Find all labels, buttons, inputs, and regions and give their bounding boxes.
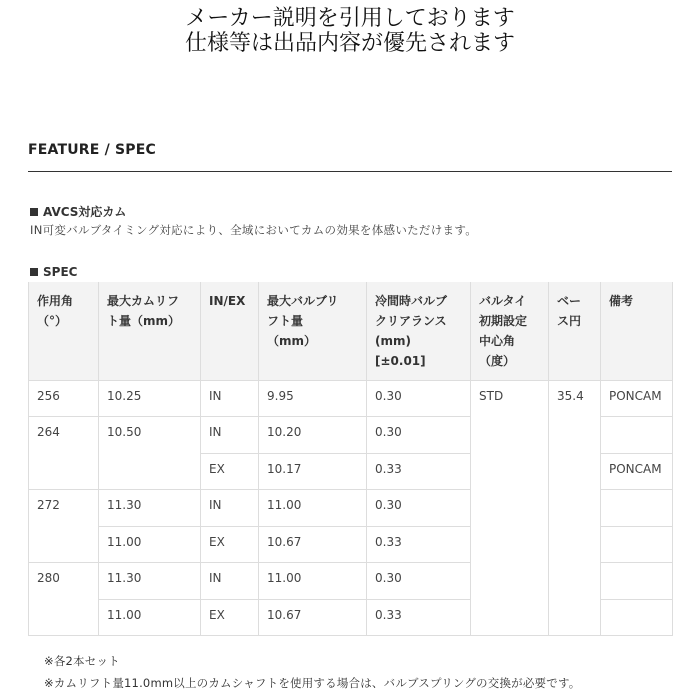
cell-cam-lift: 11.00 — [99, 599, 201, 636]
header-cam-lift: 最大カムリフ ト量（mm） — [99, 282, 201, 380]
cell-angle: 256 — [29, 380, 99, 417]
cell-valve-lift: 10.67 — [259, 599, 367, 636]
notice-line-1: メーカー説明を引用しております — [185, 6, 515, 31]
square-bullet-icon — [30, 268, 38, 276]
table-header-row — [29, 282, 673, 380]
cell-cam-lift: 10.25 — [99, 380, 201, 417]
section-divider — [28, 171, 672, 172]
header-base-circle: ベー ス円 — [549, 282, 601, 380]
cell-clearance: 0.33 — [367, 599, 471, 636]
cell-remarks — [601, 563, 673, 600]
cell-clearance: 0.33 — [367, 526, 471, 563]
cell-cam-lift: 11.30 — [99, 563, 201, 600]
cell-in-ex: IN — [201, 563, 259, 600]
cell-remarks — [601, 526, 673, 563]
header-angle: 作用角 （°） — [29, 282, 99, 380]
cell-timing: STD — [471, 380, 549, 636]
cell-remarks: PONCAM — [601, 453, 673, 490]
square-bullet-icon — [30, 208, 38, 216]
cell-in-ex: EX — [201, 526, 259, 563]
note-set-count: ※各2本セット — [44, 654, 120, 668]
cell-clearance: 0.30 — [367, 563, 471, 600]
cell-angle: 264 — [29, 417, 99, 490]
cell-clearance: 0.30 — [367, 490, 471, 527]
cell-remarks — [601, 417, 673, 454]
spec-table — [28, 282, 673, 636]
spec-heading — [30, 265, 77, 279]
table-row — [29, 380, 673, 417]
cell-in-ex: IN — [201, 417, 259, 454]
cell-angle: 272 — [29, 490, 99, 563]
cell-cam-lift: 10.50 — [99, 417, 201, 490]
cell-clearance: 0.30 — [367, 380, 471, 417]
avcs-heading-label: AVCS対応カム — [43, 205, 127, 219]
cell-valve-lift: 10.67 — [259, 526, 367, 563]
header-clearance: 冷間時バルブ クリアランス (mm) [±0.01] — [367, 282, 471, 380]
cell-valve-lift: 9.95 — [259, 380, 367, 417]
cell-in-ex: IN — [201, 380, 259, 417]
cell-clearance: 0.30 — [367, 417, 471, 454]
note-valve-spring: ※カムリフト量11.0mm以上のカムシャフトを使用する場合は、バルブスプリングの交換が必要です。 — [44, 676, 581, 690]
cell-remarks: PONCAM — [601, 380, 673, 417]
cell-cam-lift: 11.30 — [99, 490, 201, 527]
cell-in-ex: IN — [201, 490, 259, 527]
notice-line-2: 仕様等は出品内容が優先されます — [184, 31, 515, 56]
cell-valve-lift: 11.00 — [259, 490, 367, 527]
cell-angle: 280 — [29, 563, 99, 636]
cell-valve-lift: 10.20 — [259, 417, 367, 454]
cell-in-ex: EX — [201, 599, 259, 636]
header-remarks: 備考 — [601, 282, 673, 380]
header-in-ex: IN/EX — [201, 282, 259, 380]
header-timing: バルタイ 初期設定 中心角 （度） — [471, 282, 549, 380]
cell-valve-lift: 10.17 — [259, 453, 367, 490]
cell-remarks — [601, 490, 673, 527]
section-title: FEATURE / SPEC — [28, 142, 156, 158]
cell-in-ex: EX — [201, 453, 259, 490]
cell-valve-lift: 11.00 — [259, 563, 367, 600]
cell-cam-lift: 11.00 — [99, 526, 201, 563]
cell-remarks — [601, 599, 673, 636]
notice-banner — [0, 6, 700, 56]
avcs-heading — [30, 203, 126, 220]
spec-heading-label: SPEC — [43, 265, 78, 279]
avcs-description: IN可変バルブタイミング対応により、全域においてカムの効果を体感いただけます。 — [30, 223, 478, 237]
cell-base-circle: 35.4 — [549, 380, 601, 636]
cell-clearance: 0.33 — [367, 453, 471, 490]
header-valve-lift: 最大バルブリ フト量 （mm） — [259, 282, 367, 380]
